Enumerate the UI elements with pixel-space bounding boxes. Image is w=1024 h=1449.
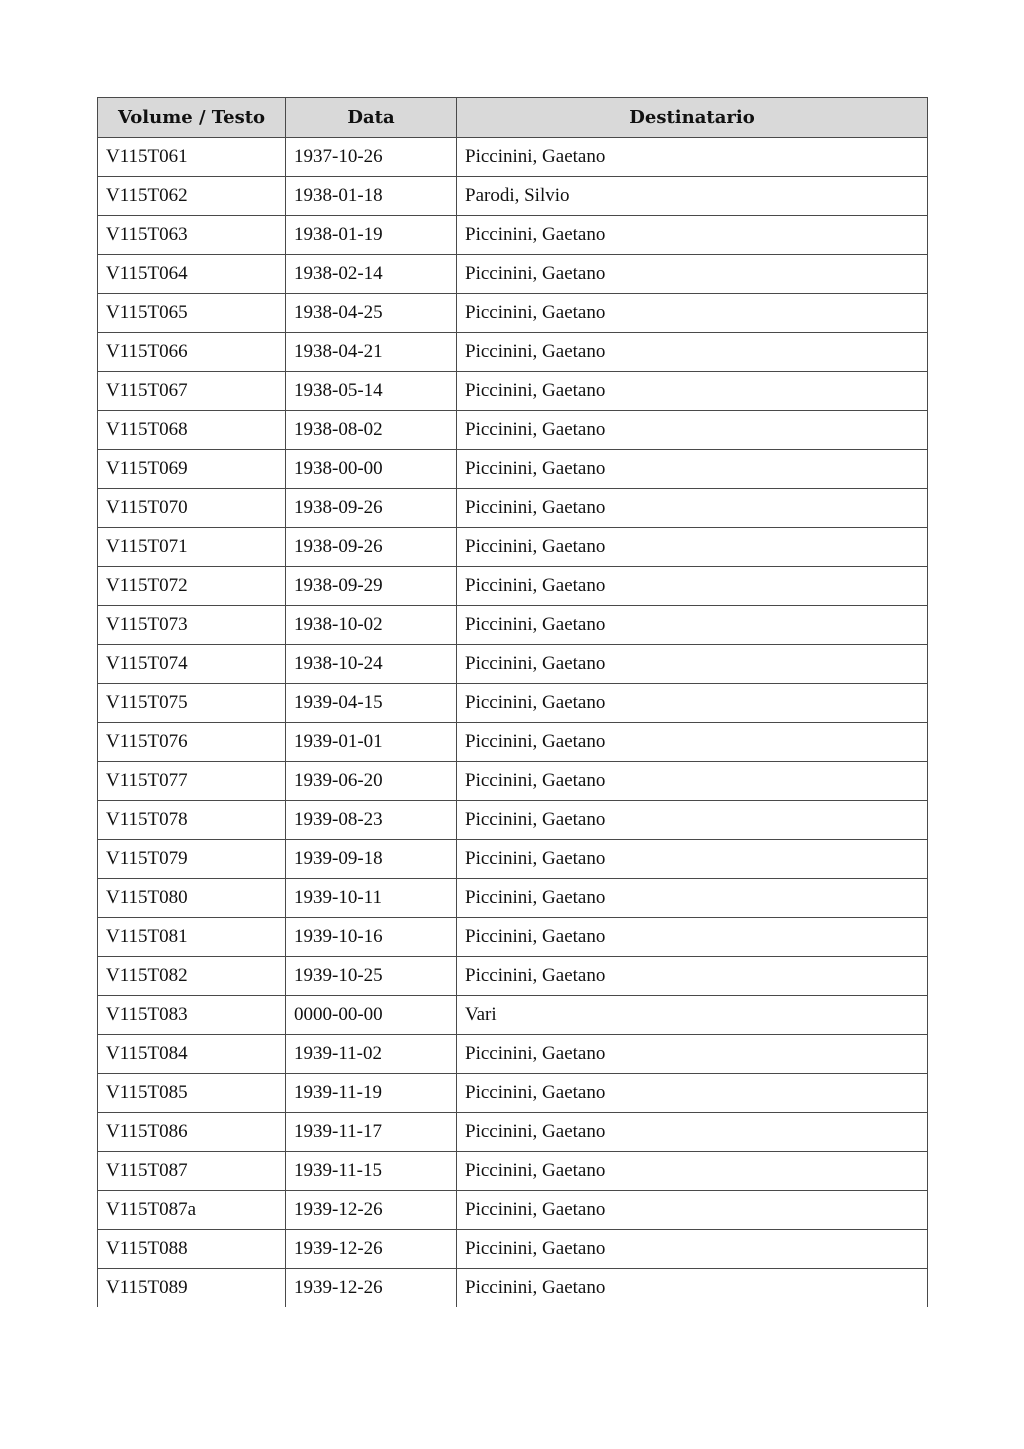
- cell-data: 1938-04-21: [286, 333, 457, 372]
- table-row: [98, 723, 928, 762]
- cell-data: 1939-11-19: [286, 1074, 457, 1113]
- cell-volume-testo: V115T076: [98, 723, 286, 762]
- cell-volume-testo: V115T072: [98, 567, 286, 606]
- table-row: [98, 645, 928, 684]
- cell-destinatario: Piccinini, Gaetano: [457, 684, 928, 723]
- table-row: [98, 1035, 928, 1074]
- cell-data: 1938-05-14: [286, 372, 457, 411]
- cell-data: 1938-09-29: [286, 567, 457, 606]
- table-row: [98, 372, 928, 411]
- cell-destinatario: Piccinini, Gaetano: [457, 294, 928, 333]
- cell-volume-testo: V115T074: [98, 645, 286, 684]
- cell-data: 1939-01-01: [286, 723, 457, 762]
- cell-data: 1938-04-25: [286, 294, 457, 333]
- cell-volume-testo: V115T069: [98, 450, 286, 489]
- cell-data: 1938-01-18: [286, 177, 457, 216]
- table-row: [98, 450, 928, 489]
- cell-destinatario: Piccinini, Gaetano: [457, 1269, 928, 1308]
- table-row: [98, 1074, 928, 1113]
- cell-destinatario: Piccinini, Gaetano: [457, 606, 928, 645]
- table-row: [98, 138, 928, 177]
- table-row: [98, 957, 928, 996]
- cell-data: 1939-04-15: [286, 684, 457, 723]
- cell-destinatario: Piccinini, Gaetano: [457, 333, 928, 372]
- cell-data: 1939-11-17: [286, 1113, 457, 1152]
- cell-destinatario: Piccinini, Gaetano: [457, 801, 928, 840]
- cell-destinatario: Piccinini, Gaetano: [457, 411, 928, 450]
- cell-volume-testo: V115T078: [98, 801, 286, 840]
- table-body: [98, 138, 928, 1308]
- cell-data: 1939-12-26: [286, 1230, 457, 1269]
- cell-volume-testo: V115T073: [98, 606, 286, 645]
- cell-data: 1939-12-26: [286, 1269, 457, 1308]
- table-row: [98, 918, 928, 957]
- cell-volume-testo: V115T082: [98, 957, 286, 996]
- table-row: [98, 528, 928, 567]
- cell-destinatario: Piccinini, Gaetano: [457, 489, 928, 528]
- cell-destinatario: Piccinini, Gaetano: [457, 762, 928, 801]
- column-header-volume-testo: Volume / Testo: [98, 98, 286, 138]
- cell-data: 1939-08-23: [286, 801, 457, 840]
- cell-data: 1938-00-00: [286, 450, 457, 489]
- cell-destinatario: Piccinini, Gaetano: [457, 1035, 928, 1074]
- table-row: [98, 762, 928, 801]
- cell-data: 1939-10-16: [286, 918, 457, 957]
- table-row: [98, 1230, 928, 1269]
- table-row: [98, 1113, 928, 1152]
- column-header-data: Data: [286, 98, 457, 138]
- cell-volume-testo: V115T061: [98, 138, 286, 177]
- cell-destinatario: Piccinini, Gaetano: [457, 1074, 928, 1113]
- table-row: [98, 216, 928, 255]
- cell-destinatario: Piccinini, Gaetano: [457, 918, 928, 957]
- cell-volume-testo: V115T070: [98, 489, 286, 528]
- cell-destinatario: Piccinini, Gaetano: [457, 1191, 928, 1230]
- cell-data: 1938-09-26: [286, 489, 457, 528]
- cell-data: 1938-08-02: [286, 411, 457, 450]
- correspondence-table: [97, 97, 928, 1307]
- cell-volume-testo: V115T083: [98, 996, 286, 1035]
- cell-destinatario: Piccinini, Gaetano: [457, 1152, 928, 1191]
- table-row: [98, 606, 928, 645]
- table-row: [98, 1269, 928, 1308]
- cell-volume-testo: V115T085: [98, 1074, 286, 1113]
- cell-destinatario: Piccinini, Gaetano: [457, 879, 928, 918]
- cell-destinatario: Piccinini, Gaetano: [457, 372, 928, 411]
- cell-volume-testo: V115T079: [98, 840, 286, 879]
- cell-volume-testo: V115T087a: [98, 1191, 286, 1230]
- cell-data: 1938-01-19: [286, 216, 457, 255]
- cell-data: 1939-11-15: [286, 1152, 457, 1191]
- cell-volume-testo: V115T068: [98, 411, 286, 450]
- cell-data: 1938-09-26: [286, 528, 457, 567]
- cell-data: 1939-09-18: [286, 840, 457, 879]
- table-header: [98, 98, 928, 138]
- cell-destinatario: Piccinini, Gaetano: [457, 138, 928, 177]
- cell-destinatario: Parodi, Silvio: [457, 177, 928, 216]
- header-row: [98, 98, 928, 138]
- cell-destinatario: Piccinini, Gaetano: [457, 528, 928, 567]
- table-row: [98, 489, 928, 528]
- cell-destinatario: Vari: [457, 996, 928, 1035]
- table-row: [98, 567, 928, 606]
- cell-destinatario: Piccinini, Gaetano: [457, 1230, 928, 1269]
- cell-volume-testo: V115T063: [98, 216, 286, 255]
- column-header-destinatario: Destinatario: [457, 98, 928, 138]
- cell-destinatario: Piccinini, Gaetano: [457, 957, 928, 996]
- cell-destinatario: Piccinini, Gaetano: [457, 567, 928, 606]
- cell-data: 1938-10-02: [286, 606, 457, 645]
- table-row: [98, 879, 928, 918]
- cell-volume-testo: V115T084: [98, 1035, 286, 1074]
- table-row: [98, 333, 928, 372]
- cell-volume-testo: V115T075: [98, 684, 286, 723]
- table-row: [98, 1191, 928, 1230]
- cell-destinatario: Piccinini, Gaetano: [457, 645, 928, 684]
- cell-destinatario: Piccinini, Gaetano: [457, 840, 928, 879]
- cell-volume-testo: V115T062: [98, 177, 286, 216]
- cell-volume-testo: V115T065: [98, 294, 286, 333]
- cell-data: 0000-00-00: [286, 996, 457, 1035]
- cell-volume-testo: V115T071: [98, 528, 286, 567]
- cell-data: 1939-10-25: [286, 957, 457, 996]
- cell-data: 1939-11-02: [286, 1035, 457, 1074]
- cell-destinatario: Piccinini, Gaetano: [457, 450, 928, 489]
- cell-data: 1939-06-20: [286, 762, 457, 801]
- cell-destinatario: Piccinini, Gaetano: [457, 1113, 928, 1152]
- table-row: [98, 996, 928, 1035]
- cell-volume-testo: V115T066: [98, 333, 286, 372]
- cell-data: 1939-10-11: [286, 879, 457, 918]
- cell-destinatario: Piccinini, Gaetano: [457, 723, 928, 762]
- cell-volume-testo: V115T088: [98, 1230, 286, 1269]
- cell-data: 1939-12-26: [286, 1191, 457, 1230]
- cell-volume-testo: V115T080: [98, 879, 286, 918]
- cell-data: 1938-02-14: [286, 255, 457, 294]
- cell-volume-testo: V115T067: [98, 372, 286, 411]
- table-row: [98, 294, 928, 333]
- cell-volume-testo: V115T087: [98, 1152, 286, 1191]
- cell-volume-testo: V115T064: [98, 255, 286, 294]
- table-row: [98, 177, 928, 216]
- cell-destinatario: Piccinini, Gaetano: [457, 216, 928, 255]
- cell-volume-testo: V115T081: [98, 918, 286, 957]
- table-row: [98, 411, 928, 450]
- cell-volume-testo: V115T086: [98, 1113, 286, 1152]
- cell-volume-testo: V115T077: [98, 762, 286, 801]
- cell-data: 1937-10-26: [286, 138, 457, 177]
- table-row: [98, 1152, 928, 1191]
- table-row: [98, 684, 928, 723]
- table-row: [98, 801, 928, 840]
- cell-data: 1938-10-24: [286, 645, 457, 684]
- cell-volume-testo: V115T089: [98, 1269, 286, 1308]
- cell-destinatario: Piccinini, Gaetano: [457, 255, 928, 294]
- table-row: [98, 840, 928, 879]
- table-row: [98, 255, 928, 294]
